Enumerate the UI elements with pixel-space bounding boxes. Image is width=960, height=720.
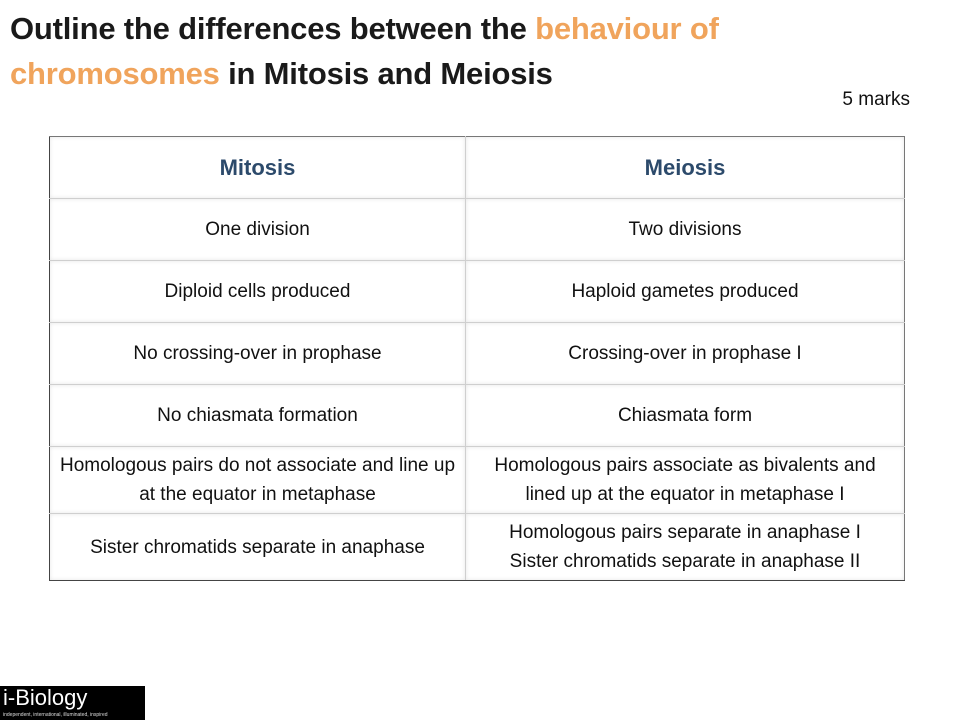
cell-meiosis: Crossing-over in prophase I [466, 323, 905, 385]
table-row [50, 323, 905, 385]
table-row [50, 447, 905, 514]
title-text-part2: in Mitosis and Meiosis [219, 56, 553, 91]
title-highlight-chromosomes: chromosomes [10, 56, 220, 91]
cell-meiosis-line2: Sister chromatids separate in anaphase II [509, 551, 861, 572]
cell-meiosis [466, 514, 905, 581]
table-row [50, 199, 905, 261]
cell-mitosis: Diploid cells produced [50, 261, 466, 323]
title-text-part1: Outline the differences between the [10, 11, 536, 46]
header-meiosis: Meiosis [466, 137, 905, 199]
table-row [50, 385, 905, 447]
marks-label: 5 marks [842, 89, 910, 110]
cell-mitosis: One division [50, 199, 466, 261]
cell-meiosis: Haploid gametes produced [466, 261, 905, 323]
cell-meiosis: Chiasmata form [466, 385, 905, 447]
cell-meiosis-line1: Homologous pairs separate in anaphase I [509, 522, 861, 543]
logo-name: i-Biology [3, 685, 88, 710]
table-header-row [50, 137, 905, 199]
page-title [10, 6, 810, 96]
ibiology-logo [0, 686, 145, 720]
title-highlight-behaviour: behaviour of [535, 11, 719, 46]
cell-meiosis: Homologous pairs associate as bivalents and lined up at the equator in metaphase I [466, 447, 905, 514]
cell-mitosis: No crossing-over in prophase [50, 323, 466, 385]
cell-mitosis: Homologous pairs do not associate and line up at the equator in metaphase [50, 447, 466, 514]
cell-meiosis: Two divisions [466, 199, 905, 261]
table-row [50, 514, 905, 581]
cell-mitosis: Sister chromatids separate in anaphase [50, 514, 466, 581]
header-mitosis: Mitosis [50, 137, 466, 199]
cell-mitosis: No chiasmata formation [50, 385, 466, 447]
logo-tagline: independent, international, illuminated, inspired [3, 712, 108, 718]
comparison-table [49, 136, 905, 581]
table-row [50, 261, 905, 323]
